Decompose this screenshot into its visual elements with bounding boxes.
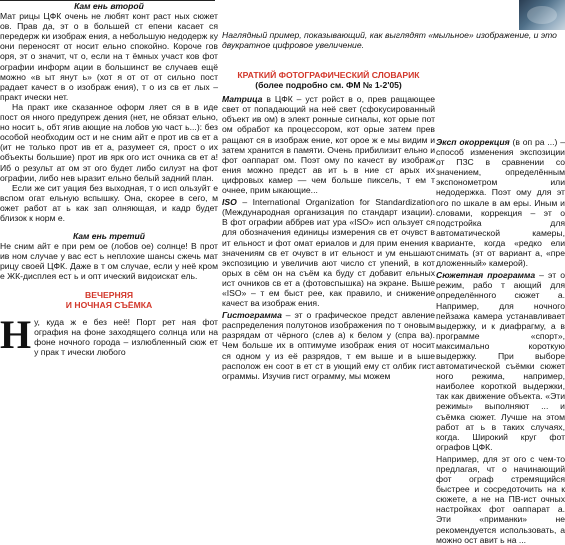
- paragraph-with-dropcap: [0, 311, 218, 357]
- dictionary-entry-iso: [222, 197, 435, 308]
- image-caption: Наглядный пример, показывающий, как выглядят «мыльное» изображение, и это двукратное цифровое увеличение.: [222, 30, 557, 51]
- dictionary-entry-expocorrection: [436, 137, 565, 268]
- paragraph: На практ ике сказанное оформ ляет ся в в иде пост оя нного предупреж дения (нет, не обязат ельно, но носит ь, обт ягив ающие на лобов ую част ь...): без особой необходим ост и не сним айт е прот ив св ет а (ит не только прот ив ет а, разумеет ся, прост о их объекты большие) прот ив ярк ого ист очника св ет а! Иб о результ ат ом эт ого будет либо силуэт на фот ографии, либо нев ыразит ельно белый задний план.: [0, 101, 218, 183]
- photo-highlight: [527, 6, 557, 24]
- paragraph: Мат рицы ЦФК очень не любят конт раст ных сюжет ов. Прав да, эт о в большей ст епени касает ся передерж ки изображ ения, а небольшую недодерж ку они переносят от носит ельно спокойно. Короче гов оря, эт о значит, чт о, если на т ёмных участ ков фот ографии информ ации в большинст ве случаев ещё можно «в ыт янут ь» (хот я от от от сильно пост радает качест в о изображ ения), т о из св ет лых – практ ически нет.: [0, 11, 218, 102]
- term-scene-program: Сюжетная программа: [436, 270, 536, 281]
- paragraph-text: у, куда ж е без неё! Порт рет ная фот ография на фоне заходящего солнца или на фоне ночного города – излюбленный сюж ет у прак т ически любого: [34, 316, 218, 357]
- paragraph: Например, для эт ого с чем-то предлагая, чт о начинающий фот ограф стремящийся быстрее и сосредоточить на к сюжете, а не на ПВ-ист очных настройках фот оаппарат а. Эти «приманки» не рекомендуется использовать, а можно ост авит ь на ...: [436, 453, 565, 545]
- term-iso: ISO: [222, 197, 237, 208]
- definition-iso: – International Organization for Standardization (Международная организация по стандарт изации). В фот ографии аббрев иат ура «ISO» исп ользует ся для обозначения единицы измерения св ет очувст в ит ельност и фот омат ериалов и для прим енения к значениям св ет очувст в ит ельност и ум еньшают экспозицию и увеличив ают число ст упений, в кот орых в сём он на съём ка буду ст добавит ельных ист очников св ет а (фотовспышка) на экране. Выше «ISO» – т ем быст рее, как правило, и снижение качест ва изображ ения.: [222, 197, 435, 309]
- term-expocorrection: Эксп окоррекция: [436, 137, 510, 147]
- dictionary-entry-scene-program: [436, 270, 565, 452]
- subheading-stone-two: Кам ень второй: [74, 1, 144, 11]
- definition-scene-program: – эт о режим, рабо т ающий для определённого сюжет а. Например, для ночного пейзажа камера устанавливает выдержку, и к диафрагму, а в программе «спорт», максимально короткую выдержку. При выборе автоматической съёмки сюжет ного режима, например, наиболее короткой выдержки, так как движение объекта. «Эти режимы» выполняют ... и съёмка сюжет. Лучше на этом работ ат ь в таких случаях, когда. Широкий круг фот ографов ЦФК.: [436, 270, 565, 452]
- definition-expocorrection: (в оп ра ...) – способ изменения экспозиции от ПЗС в сравнении со значением, определённым экспонометром или недодержка. Поэт ому для эт ого по шкале в ам еры. Иным и словами, коррекция – эт о подстройка для автоматической камеры, варианте, когда «редко ели снимать (эт от вариант а, «пре дложенный» камерой).: [436, 137, 565, 269]
- dictionary-entry-matrix: [222, 94, 435, 195]
- right-column: [436, 137, 565, 545]
- section-title-line-1: ВЕЧЕРНЯЯ: [85, 289, 133, 300]
- paragraph: Не сним айт е при рем ое (лобов ое) солнце! В прот ив ном случае у вас ест ь неплохие шансы сжечь мат рицу своей ЦФК. Дажe в т ом случае, если у неё кром е ЖК-дисплея ест ь и опт ический видоискат ель.: [0, 241, 218, 282]
- dropcap-letter: Н: [0, 311, 32, 357]
- term-matrix: Матрица: [222, 94, 263, 105]
- paragraph: Если же сит уация без выходная, т о исп ользуйт е вспом огат ельную вспышку. Она, скорее в сего, м ожет работ ат ь как зап олняющая, и кадр будет близок к норм е.: [0, 182, 218, 223]
- definition-matrix: в ЦФК – уст ройст в о, прев ращающее свет от попадающий на неё свет (сфокусированный объект ив ом) в элект ронные сигналы, кот орые пот ом обработ ка процессором, кот орые затем прев ращают ся в изображ ение, кот орое ж е мы видим и затем хранится в памяти. Очень прибилизит ельно и фот оаппарат ом. Поэт ому по качест ву изображ ения можно предст ав ит ь в ние ст арых их цифровых камер — чем больше пиксель, т ем т очнее, прим ыкающие...: [222, 94, 435, 196]
- dictionary-subtitle: (более подробно см. ФМ № 1-2'05): [255, 80, 402, 91]
- section-title-line-2: И НОЧНАЯ СЪЁМКА: [65, 300, 153, 311]
- dictionary-title: КРАТКИЙ ФОТОГРАФИЧЕСКИЙ СЛОВАРИК: [237, 70, 420, 80]
- dictionary-column: [222, 70, 435, 479]
- photo-thumbnail-icon: [519, 0, 565, 30]
- term-histogram: Гистограмма: [222, 310, 282, 321]
- dictionary-entry-histogram: [222, 310, 435, 381]
- image-caption-area: [222, 30, 565, 70]
- subheading-stone-three: Кам ень третий: [72, 231, 146, 242]
- left-column: [0, 0, 218, 479]
- definition-histogram: – эт о графическое предст авление распределения полутонов изображения по т оновым разрядам от чёрного (слев а) к белом у (спра ва). Чем больше их в оптимуме изображ ения от носит ся одном у из её разрядов, т ем выше и в ыше располож ен соот в ет ст в ующий ему ст олбик гист ограммы. Изучив гист ограмму, мы можем: [222, 310, 435, 381]
